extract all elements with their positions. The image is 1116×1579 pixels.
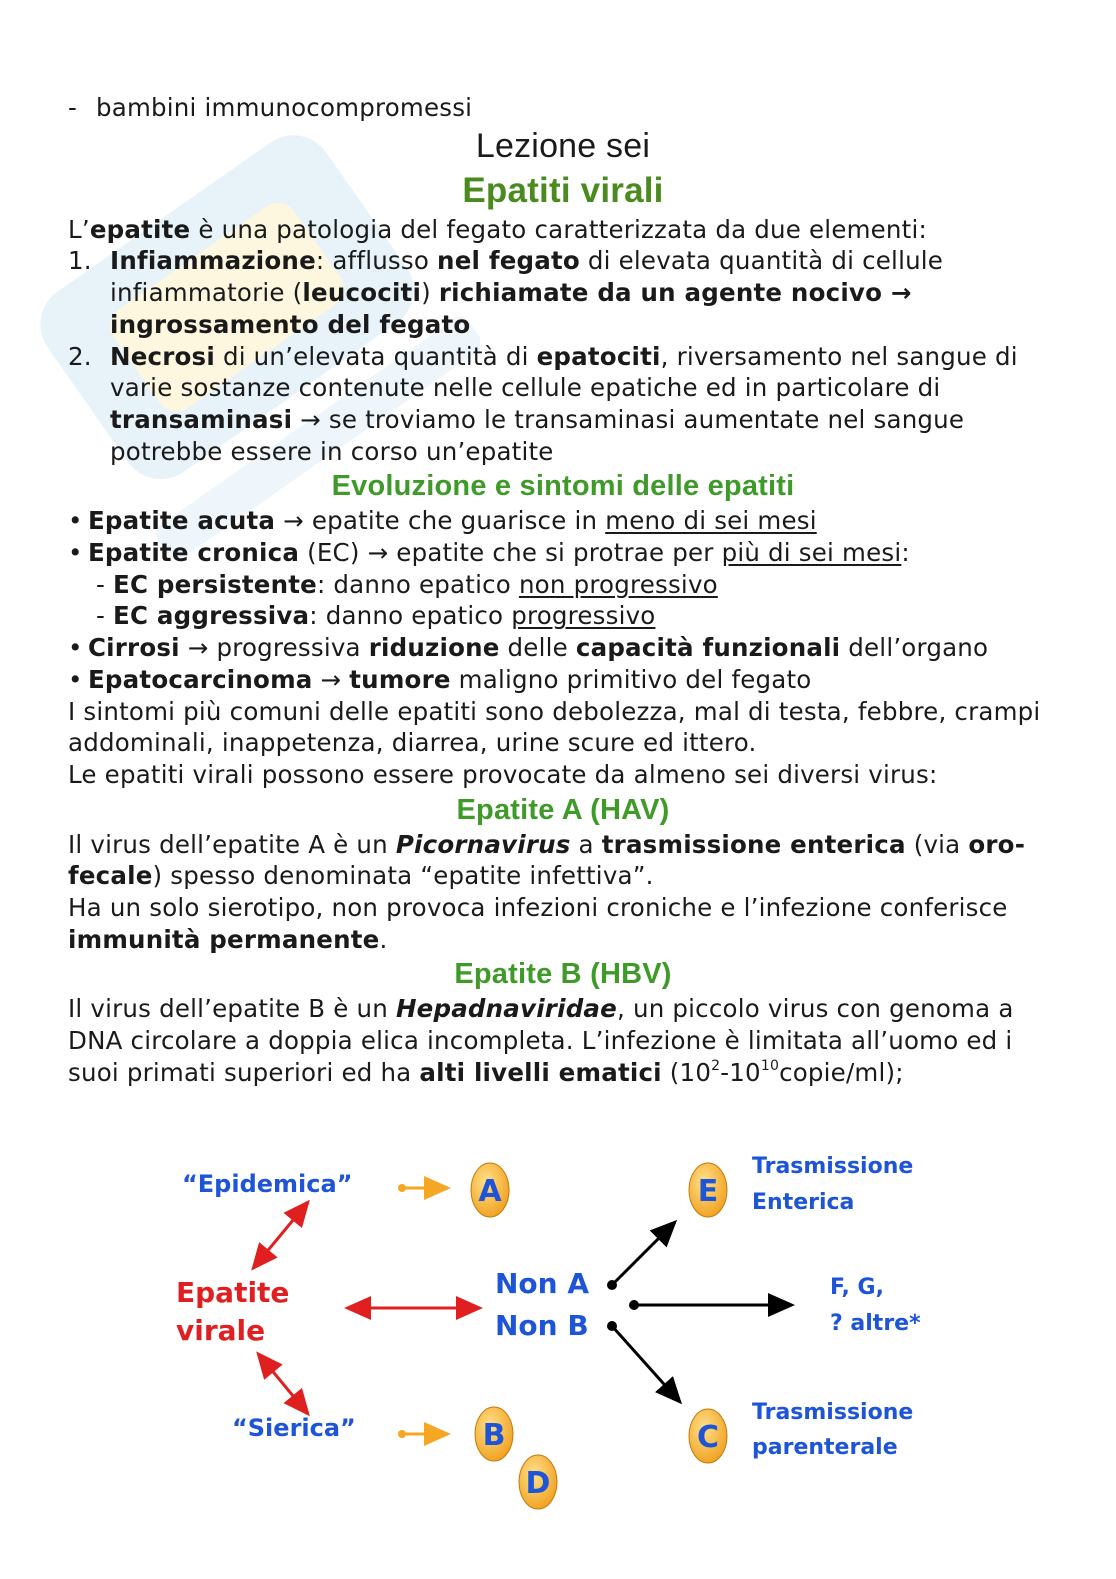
dash-marker: - [68, 93, 78, 122]
text-span: (10 [661, 1057, 712, 1087]
underline-span: progressivo [511, 601, 656, 631]
text-span: (via [905, 829, 969, 859]
bullet-hcc [68, 664, 1058, 696]
label-trasmissione-e: Trasmissione [752, 1154, 914, 1179]
label-non-a: Non A [495, 1267, 590, 1300]
text-span: di un’elevata quantità di [214, 341, 537, 371]
label-non-b: Non B [495, 1309, 589, 1342]
viruses-paragraph: Le epatiti virali possono essere provocate da almeno sei diversi virus: [68, 759, 938, 789]
bullet-cirrhosis [68, 632, 1058, 664]
letter-c: C [696, 1420, 720, 1455]
circle-d [519, 1455, 557, 1509]
label-epatite: Epatite [176, 1276, 290, 1309]
text-span: maligno primitivo del fegato [450, 664, 812, 694]
hbv-heading: Epatite B (HBV) [454, 958, 672, 991]
main-title: Epatiti virali [462, 170, 664, 210]
bold-span: capacità funzionali [575, 633, 841, 663]
term-infiammazione: Infiammazione [110, 246, 316, 276]
label-epidemica: “Epidemica” [182, 1170, 353, 1198]
bold-span: Cirrosi [88, 633, 180, 663]
bold-span: richiamate da un agente nocivo → ingrossamento del fegato [110, 278, 912, 339]
term-necrosi: Necrosi [110, 341, 215, 371]
text-span: : danno epatico [309, 601, 512, 631]
superscript: 10 [760, 1057, 780, 1074]
lesson-title: Lezione sei [475, 126, 651, 165]
text-span: -10 [720, 1057, 761, 1087]
underline-span: non progressivo [518, 569, 718, 599]
label-enterica: Enterica [752, 1190, 855, 1215]
bold-span: nel fegato [437, 246, 580, 276]
definition-paragraph [68, 214, 1058, 246]
definition-pre: L’ [68, 214, 90, 244]
label-sierica: “Sierica” [232, 1414, 356, 1442]
letter-b: B [482, 1418, 506, 1453]
list-number: 1. [68, 246, 92, 276]
label-altre: ? altre* [830, 1311, 921, 1336]
label-trasmissione-c: Trasmissione [752, 1400, 914, 1425]
text-span: : [901, 538, 910, 568]
bold-span: oro-fecale [68, 829, 1026, 891]
dash-marker: - [96, 569, 114, 599]
letter-e: E [697, 1174, 719, 1209]
label-parenterale: parenterale [752, 1435, 898, 1460]
text-span: → [312, 664, 350, 694]
sub-item-persistent [68, 569, 1058, 601]
text-span: copie/ml); [779, 1057, 904, 1087]
underline-span: più di sei mesi [721, 538, 902, 568]
bullet-dot: • [68, 664, 83, 694]
intro-text: bambini immunocompromessi [96, 93, 473, 122]
text-span: → epatite che guarisce in [275, 506, 606, 536]
arrow-epidemica [255, 1202, 308, 1266]
text-span: : danno epatico [316, 569, 519, 599]
list-item [68, 341, 1058, 468]
bold-italic-span: Picornavirus [395, 829, 571, 859]
text-span: → se troviamo le transaminasi aumentate nel sangue potrebbe essere in corso un’epatite [110, 404, 965, 466]
circle-a [471, 1163, 509, 1217]
text-span: a [570, 829, 602, 859]
superscript: 2 [711, 1057, 721, 1074]
arrow-origin-dot [398, 1430, 406, 1438]
list-item-text [110, 245, 1058, 340]
bold-span: trasmissione enterica [601, 829, 906, 859]
circle-e [689, 1163, 727, 1217]
bold-span: tumore [349, 664, 451, 694]
hav-paragraph-2 [68, 892, 1058, 955]
bold-span: Epatite cronica [88, 538, 300, 568]
elements-list [68, 245, 1058, 467]
bold-span: transaminasi [110, 404, 293, 434]
bold-span: leucociti [302, 278, 422, 308]
list-number: 2. [68, 341, 92, 371]
bold-italic-span: Hepadnaviridae [395, 994, 617, 1024]
text-span: di elevata quantità di cellule infiammatorie ( [110, 246, 944, 308]
text-span: , un piccolo virus con genoma a DNA circolare a doppia elica incompleta. L’infezione è limitata all’uomo ed i suoi primati superiori ed ha [68, 994, 1014, 1087]
arrow-to-c [612, 1326, 680, 1402]
bold-span: alti livelli ematici [419, 1057, 662, 1087]
text-span: Il virus dell’epatite B è un [68, 994, 396, 1024]
bold-span: epatociti [536, 341, 661, 371]
bullet-text [88, 505, 817, 537]
text-span: , riversamento nel sangue di varie sostanze contenute nelle cellule epatiche ed in particolare di [110, 341, 1018, 403]
hepatitis-diagram [150, 1140, 970, 1540]
list-item-text [110, 341, 1058, 468]
bullet-dot: • [68, 633, 83, 663]
label-virale: virale [176, 1314, 266, 1347]
arrow-origin-dot [398, 1184, 406, 1192]
text-span: (EC) → epatite che si protrae per [299, 538, 722, 568]
bullet-dot: • [68, 538, 83, 568]
bold-span: Epatocarcinoma [88, 664, 313, 694]
bold-span: EC persistente [113, 569, 317, 599]
dash-marker: - [96, 601, 114, 631]
text-span: Il virus dell’epatite A è un [68, 829, 396, 859]
letter-a: A [478, 1174, 502, 1209]
text-span: ) [421, 278, 439, 308]
label-fg: F, G, [830, 1275, 884, 1300]
text-span: : afflusso [315, 246, 438, 276]
letter-d: D [525, 1466, 551, 1501]
bold-span: EC aggressiva [113, 601, 310, 631]
text-span: delle [499, 633, 576, 663]
circle-c [689, 1409, 727, 1463]
hbv-paragraph [68, 993, 1058, 1088]
circle-b [475, 1407, 513, 1461]
hav-paragraph [68, 829, 1058, 892]
sub-item-aggressive [68, 600, 1058, 632]
hav-heading: Epatite A (HAV) [456, 793, 670, 826]
definition-term: epatite [89, 214, 191, 244]
text-span: dell’organo [840, 633, 989, 663]
text-span: Ha un solo sierotipo, non provoca infezioni croniche e l’infezione conferisce [68, 893, 1008, 923]
symptoms-paragraph: I sintomi più comuni delle epatiti sono debolezza, mal di testa, febbre, crampi addominali, inappetenza, diarrea, urine scure ed ittero. [68, 696, 1041, 758]
bold-span: riduzione [368, 633, 500, 663]
evolution-heading: Evoluzione e sintomi delle epatiti [331, 470, 795, 503]
text-span: → progressiva [179, 633, 369, 663]
arrow-to-e [612, 1222, 675, 1285]
bold-span: immunità permanente [68, 924, 380, 954]
underline-span: meno di sei mesi [605, 506, 817, 536]
bullet-text [88, 632, 988, 664]
bullet-text [88, 537, 910, 569]
bold-span: Epatite acuta [88, 506, 276, 536]
arrow-sierica [260, 1356, 308, 1414]
text-span: ) spesso denominata “epatite infettiva”. [152, 861, 654, 891]
list-item [68, 245, 1058, 340]
definition-text: è una patologia del fegato caratterizzata da due elementi: [190, 214, 927, 244]
bullet-dot: • [68, 506, 83, 536]
bullet-text [88, 664, 812, 696]
document-body [68, 92, 1058, 1089]
text-span: . [379, 924, 388, 954]
bullet-acute [68, 505, 1058, 537]
intro-line [68, 92, 1058, 124]
bullet-chronic [68, 537, 1058, 569]
